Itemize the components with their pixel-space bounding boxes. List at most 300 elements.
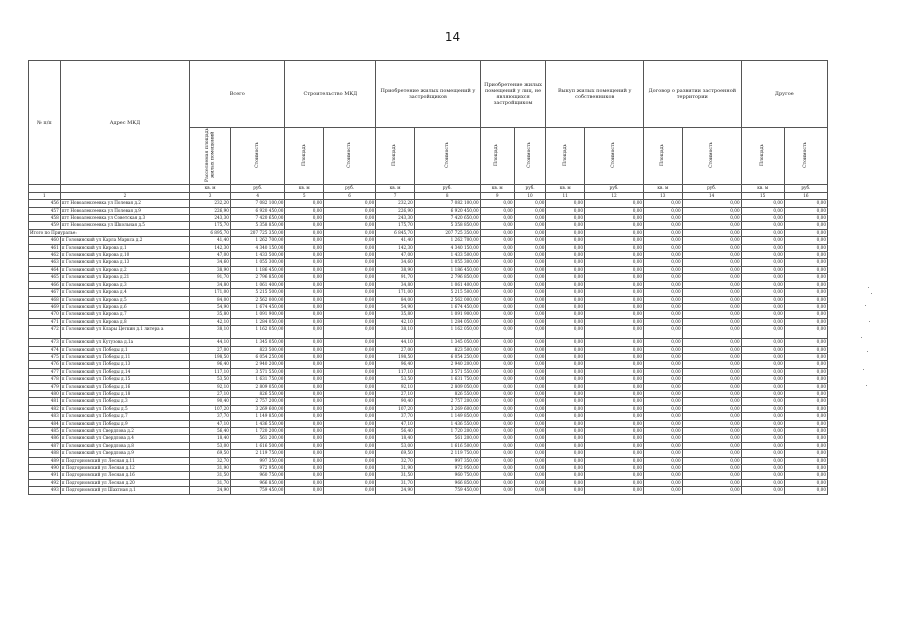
row-cost-other: 0,00 xyxy=(784,368,827,375)
row-area-development-contract: 0,00 xyxy=(644,237,683,244)
column-numbers-row xyxy=(29,192,828,199)
row-area-other: 0,00 xyxy=(741,413,784,420)
row-cost-construction: 0,00 xyxy=(324,200,376,207)
row-area-development-contract: 0,00 xyxy=(644,479,683,486)
subheader-area: Площадь xyxy=(644,128,683,185)
row-area-non-developers: 0,00 xyxy=(480,383,514,390)
row-cost-construction: 0,00 xyxy=(324,368,376,375)
row-area-non-developers: 0,00 xyxy=(480,428,514,435)
row-cost-construction: 0,00 xyxy=(324,487,376,494)
row-cost-non-developers: 0,00 xyxy=(514,244,546,251)
row-cost-buyout: 0,00 xyxy=(585,465,644,472)
row-cost-construction: 0,00 xyxy=(324,274,376,281)
row-address: п Головинский ул Кирова д.10 xyxy=(60,252,189,259)
row-cost-construction: 0,00 xyxy=(324,339,376,346)
row-number: 465 xyxy=(29,274,61,281)
table-row xyxy=(29,368,828,375)
row-cost-total: 2 757 200,00 xyxy=(230,398,284,405)
row-area-other: 0,00 xyxy=(741,376,784,383)
row-area-development-contract: 0,00 xyxy=(644,457,683,464)
row-cost-other: 0,00 xyxy=(784,413,827,420)
row-area-non-developers: 0,00 xyxy=(480,472,514,479)
row-cost-developers: 3 269 600,00 xyxy=(414,405,480,412)
row-area-non-developers: 0,00 xyxy=(480,207,514,214)
row-area-total: 34,80 xyxy=(190,281,231,288)
row-cost-buyout: 0,00 xyxy=(585,405,644,412)
row-area-non-developers: 0,00 xyxy=(480,215,514,222)
row-area-developers: 41,40 xyxy=(376,237,415,244)
row-address: пгт Новоалексеевка ул Школьная д.5 xyxy=(60,222,189,229)
row-address: п Подгорновский ул Лесная д.12 xyxy=(60,465,189,472)
row-area-other: 0,00 xyxy=(741,318,784,325)
row-area-development-contract: 0,00 xyxy=(644,222,683,229)
row-cost-developers: 1 433 500,00 xyxy=(414,252,480,259)
row-cost-development-contract: 0,00 xyxy=(682,405,741,412)
row-area-non-developers: 0,00 xyxy=(480,289,514,296)
row-number: 468 xyxy=(29,296,61,303)
row-cost-total: 759 450,00 xyxy=(230,487,284,494)
table-row xyxy=(29,398,828,405)
row-number: 490 xyxy=(29,465,61,472)
row-area-development-contract: 0,00 xyxy=(644,318,683,325)
row-cost-construction: 0,00 xyxy=(324,318,376,325)
table-row xyxy=(29,296,828,303)
header-group-total: Всего xyxy=(190,61,285,128)
row-number: 474 xyxy=(29,346,61,353)
row-cost-non-developers: 0,00 xyxy=(514,326,546,339)
total-label: Итого по Приуралье: xyxy=(29,229,190,236)
row-cost-development-contract: 0,00 xyxy=(682,479,741,486)
row-cost-total: 2 940 200,00 xyxy=(230,361,284,368)
row-area-construction: 0,00 xyxy=(285,346,324,353)
row-area-non-developers: 0,00 xyxy=(480,311,514,318)
row-area-total: 31,70 xyxy=(190,479,231,486)
row-cost-buyout: 0,00 xyxy=(585,266,644,273)
row-address: п Подгорновский ул Лесная д.20 xyxy=(60,479,189,486)
row-cost-buyout: 0,00 xyxy=(585,296,644,303)
row-cost-non-developers: 0,00 xyxy=(514,346,546,353)
row-number: 491 xyxy=(29,472,61,479)
row-area-other: 0,00 xyxy=(741,472,784,479)
row-area-buyout: 0,00 xyxy=(546,318,585,325)
row-number: 472 xyxy=(29,326,61,339)
row-area-buyout: 0,00 xyxy=(546,390,585,397)
row-cost-other: 0,00 xyxy=(784,479,827,486)
row-area-buyout: 0,00 xyxy=(546,353,585,360)
row-area-development-contract: 0,00 xyxy=(644,346,683,353)
row-cost-non-developers: 0,00 xyxy=(514,353,546,360)
row-cost-buyout: 0,00 xyxy=(585,259,644,266)
row-cost-other: 0,00 xyxy=(784,376,827,383)
row-cost-non-developers: 0,00 xyxy=(514,465,546,472)
table-row xyxy=(29,266,828,273)
unit-rub: руб. xyxy=(682,185,741,192)
row-area-development-contract: 0,00 xyxy=(644,420,683,427)
row-cost-construction: 0,00 xyxy=(324,472,376,479)
row-cost-development-contract: 0,00 xyxy=(682,398,741,405)
row-area-other: 0,00 xyxy=(741,428,784,435)
row-cost-construction: 0,00 xyxy=(324,237,376,244)
row-area-development-contract: 0,00 xyxy=(644,289,683,296)
row-area-construction: 0,00 xyxy=(285,405,324,412)
row-area-construction: 0,00 xyxy=(285,296,324,303)
row-cost-non-developers: 0,00 xyxy=(514,252,546,259)
row-area-developers: 47,10 xyxy=(376,420,415,427)
row-cost-non-developers: 0,00 xyxy=(514,405,546,412)
row-cost-development-contract: 0,00 xyxy=(682,303,741,310)
row-area-total: 53,00 xyxy=(190,442,231,449)
row-number: 457 xyxy=(29,207,61,214)
row-number: 461 xyxy=(29,244,61,251)
column-number: 3 xyxy=(190,192,231,199)
row-area-developers: 27,10 xyxy=(376,390,415,397)
row-cost-construction: 0,00 xyxy=(324,413,376,420)
row-area-other: 0,00 xyxy=(741,200,784,207)
row-area-total: 243,30 xyxy=(190,215,231,222)
row-cost-buyout: 0,00 xyxy=(585,457,644,464)
column-number: 8 xyxy=(414,192,480,199)
row-cost-other: 0,00 xyxy=(784,346,827,353)
row-address: п Головинский ул Кирова д.5 xyxy=(60,296,189,303)
row-cost-non-developers: 0,00 xyxy=(514,361,546,368)
row-cost-total: 1 674 450,00 xyxy=(230,303,284,310)
row-area-development-contract: 0,00 xyxy=(644,487,683,494)
row-cost-construction: 0,00 xyxy=(324,428,376,435)
row-area-developers: 32,70 xyxy=(376,457,415,464)
row-area-construction: 0,00 xyxy=(285,465,324,472)
row-cost-development-contract: 0,00 xyxy=(682,383,741,390)
row-cost-construction: 0,00 xyxy=(324,405,376,412)
row-area-development-contract: 0,00 xyxy=(644,442,683,449)
row-area-buyout: 0,00 xyxy=(546,420,585,427)
column-number: 14 xyxy=(682,192,741,199)
row-cost-buyout: 0,00 xyxy=(585,215,644,222)
row-area-non-developers: 0,00 xyxy=(480,222,514,229)
page-number: 14 xyxy=(444,30,461,44)
row-cost-non-developers: 0,00 xyxy=(514,390,546,397)
row-cost-total: 3 571 550,00 xyxy=(230,368,284,375)
row-address: п Головинский ул Победы д.11 xyxy=(60,353,189,360)
header-group-development-contract: Договор о развитии застроенной территории xyxy=(644,61,742,128)
row-cost-developers: 1 284 050,00 xyxy=(414,318,480,325)
row-cost-non-developers: 0,00 xyxy=(514,215,546,222)
table-row xyxy=(29,303,828,310)
row-area-developers: 31,50 xyxy=(376,472,415,479)
row-area-construction: 0,00 xyxy=(285,413,324,420)
row-area-development-contract: 0,00 xyxy=(644,376,683,383)
row-cost-buyout: 0,00 xyxy=(585,390,644,397)
row-area-buyout: 0,00 xyxy=(546,398,585,405)
row-cost-developers: 1 061 400,00 xyxy=(414,281,480,288)
row-address: п Головинский ул Кирова д.2 xyxy=(60,266,189,273)
row-cost-total: 1 186 450,00 xyxy=(230,266,284,273)
row-area-total: 47,00 xyxy=(190,252,231,259)
row-cost-construction: 0,00 xyxy=(324,215,376,222)
row-area-construction: 0,00 xyxy=(285,326,324,339)
row-cost-buyout: 0,00 xyxy=(585,274,644,281)
row-cost-construction: 0,00 xyxy=(324,420,376,427)
row-cost-non-developers: 0,00 xyxy=(514,296,546,303)
row-cost-developers: 1 162 050,00 xyxy=(414,326,480,339)
row-area-development-contract: 0,00 xyxy=(644,383,683,390)
row-cost-construction: 0,00 xyxy=(324,266,376,273)
row-area-total: 24,90 xyxy=(190,487,231,494)
row-cost-development-contract: 0,00 xyxy=(682,237,741,244)
subheader-area: Площадь xyxy=(546,128,585,185)
row-cost-non-developers: 0,00 xyxy=(514,457,546,464)
row-cost-total: 1 262 700,00 xyxy=(230,237,284,244)
column-number: 11 xyxy=(546,192,585,199)
table-row xyxy=(29,289,828,296)
row-cost-total: 4 340 150,00 xyxy=(230,244,284,251)
row-area-buyout: 0,00 xyxy=(546,244,585,251)
unit-sqm: кв. м xyxy=(480,185,514,192)
row-area-development-contract: 0,00 xyxy=(644,435,683,442)
row-cost-other: 0,00 xyxy=(784,229,827,236)
subheader-area: Площадь xyxy=(741,128,784,185)
row-cost-non-developers: 0,00 xyxy=(514,311,546,318)
row-number: 458 xyxy=(29,215,61,222)
row-number: 463 xyxy=(29,259,61,266)
row-cost-developers: 972 950,00 xyxy=(414,465,480,472)
unit-rub: руб. xyxy=(784,185,827,192)
row-area-other: 0,00 xyxy=(741,281,784,288)
row-cost-other: 0,00 xyxy=(784,435,827,442)
row-area-construction: 0,00 xyxy=(285,368,324,375)
row-cost-other: 0,00 xyxy=(784,487,827,494)
row-area-developers: 54,90 xyxy=(376,303,415,310)
row-cost-total: 5 358 850,00 xyxy=(230,222,284,229)
row-area-developers: 90,40 xyxy=(376,398,415,405)
row-area-development-contract: 0,00 xyxy=(644,274,683,281)
row-area-construction: 0,00 xyxy=(285,222,324,229)
row-cost-developers: 1 186 450,00 xyxy=(414,266,480,273)
row-address: п Головинский ул Клары Цеткин д.1 литера а xyxy=(60,326,189,339)
subheader-cost: Стоимость xyxy=(414,128,480,185)
column-number: 1 xyxy=(29,192,61,199)
row-cost-other: 0,00 xyxy=(784,353,827,360)
row-cost-construction: 0,00 xyxy=(324,303,376,310)
header-address: Адрес МКД xyxy=(60,61,189,185)
header-no: № п/п xyxy=(29,61,61,185)
row-area-developers: 117,10 xyxy=(376,368,415,375)
row-address: п Головинский ул Победы д.16 xyxy=(60,383,189,390)
table-row xyxy=(29,479,828,486)
row-area-development-contract: 0,00 xyxy=(644,465,683,472)
row-area-other: 0,00 xyxy=(741,326,784,339)
row-area-construction: 0,00 xyxy=(285,428,324,435)
row-cost-total: 207 725 350,00 xyxy=(230,229,284,236)
row-area-total: 142,30 xyxy=(190,244,231,251)
row-area-non-developers: 0,00 xyxy=(480,420,514,427)
row-area-developers: 53,50 xyxy=(376,376,415,383)
row-area-construction: 0,00 xyxy=(285,200,324,207)
row-cost-development-contract: 0,00 xyxy=(682,266,741,273)
header-group-buyout: Выкуп жилых помещений у собственников xyxy=(546,61,644,128)
unit-sqm: кв. м xyxy=(644,185,683,192)
row-area-non-developers: 0,00 xyxy=(480,303,514,310)
row-cost-construction: 0,00 xyxy=(324,442,376,449)
row-area-construction: 0,00 xyxy=(285,457,324,464)
row-area-developers: 24,90 xyxy=(376,487,415,494)
row-area-construction: 0,00 xyxy=(285,259,324,266)
row-cost-developers: 1 720 200,00 xyxy=(414,428,480,435)
row-area-other: 0,00 xyxy=(741,442,784,449)
row-cost-total: 997 350,00 xyxy=(230,457,284,464)
row-area-construction: 0,00 xyxy=(285,274,324,281)
row-cost-non-developers: 0,00 xyxy=(514,303,546,310)
row-area-other: 0,00 xyxy=(741,274,784,281)
row-cost-non-developers: 0,00 xyxy=(514,398,546,405)
row-area-development-contract: 0,00 xyxy=(644,252,683,259)
row-cost-other: 0,00 xyxy=(784,259,827,266)
row-area-non-developers: 0,00 xyxy=(480,353,514,360)
row-area-non-developers: 0,00 xyxy=(480,487,514,494)
row-area-developers: 34,80 xyxy=(376,281,415,288)
row-area-total: 18,40 xyxy=(190,435,231,442)
row-area-buyout: 0,00 xyxy=(546,266,585,273)
row-number: 492 xyxy=(29,479,61,486)
row-area-buyout: 0,00 xyxy=(546,259,585,266)
row-cost-construction: 0,00 xyxy=(324,244,376,251)
row-area-development-contract: 0,00 xyxy=(644,413,683,420)
row-area-non-developers: 0,00 xyxy=(480,281,514,288)
row-cost-total: 2 809 050,00 xyxy=(230,383,284,390)
row-cost-developers: 2 809 050,00 xyxy=(414,383,480,390)
row-area-buyout: 0,00 xyxy=(546,252,585,259)
row-address: п Головинский ул Победы д.18 xyxy=(60,390,189,397)
table-row xyxy=(29,413,828,420)
row-cost-buyout: 0,00 xyxy=(585,420,644,427)
row-area-construction: 0,00 xyxy=(285,318,324,325)
row-area-development-contract: 0,00 xyxy=(644,472,683,479)
row-cost-buyout: 0,00 xyxy=(585,368,644,375)
row-cost-development-contract: 0,00 xyxy=(682,428,741,435)
row-area-other: 0,00 xyxy=(741,207,784,214)
row-cost-construction: 0,00 xyxy=(324,346,376,353)
row-area-non-developers: 0,00 xyxy=(480,457,514,464)
row-area-developers: 171,00 xyxy=(376,289,415,296)
row-cost-total: 2 119 750,00 xyxy=(230,450,284,457)
row-area-development-contract: 0,00 xyxy=(644,215,683,222)
row-area-total: 42,10 xyxy=(190,318,231,325)
row-area-other: 0,00 xyxy=(741,339,784,346)
row-cost-construction: 0,00 xyxy=(324,229,376,236)
unit-sqm: кв. м xyxy=(546,185,585,192)
row-number: 456 xyxy=(29,200,61,207)
row-cost-total: 2 562 000,00 xyxy=(230,296,284,303)
row-area-buyout: 0,00 xyxy=(546,200,585,207)
row-cost-development-contract: 0,00 xyxy=(682,215,741,222)
row-area-construction: 0,00 xyxy=(285,398,324,405)
row-cost-construction: 0,00 xyxy=(324,311,376,318)
row-area-total: 56,40 xyxy=(190,428,231,435)
row-area-other: 0,00 xyxy=(741,420,784,427)
row-cost-other: 0,00 xyxy=(784,457,827,464)
row-cost-other: 0,00 xyxy=(784,311,827,318)
row-area-construction: 0,00 xyxy=(285,339,324,346)
row-number: 477 xyxy=(29,368,61,375)
row-cost-development-contract: 0,00 xyxy=(682,281,741,288)
row-cost-development-contract: 0,00 xyxy=(682,390,741,397)
row-area-other: 0,00 xyxy=(741,479,784,486)
row-cost-buyout: 0,00 xyxy=(585,222,644,229)
column-number: 4 xyxy=(230,192,284,199)
row-cost-total: 1 284 050,00 xyxy=(230,318,284,325)
row-area-developers: 47,00 xyxy=(376,252,415,259)
row-area-buyout: 0,00 xyxy=(546,376,585,383)
row-area-total: 96,40 xyxy=(190,361,231,368)
subheader-cost: Стоимость xyxy=(324,128,376,185)
row-area-non-developers: 0,00 xyxy=(480,398,514,405)
row-number: 475 xyxy=(29,353,61,360)
row-cost-non-developers: 0,00 xyxy=(514,339,546,346)
row-cost-construction: 0,00 xyxy=(324,398,376,405)
row-area-construction: 0,00 xyxy=(285,244,324,251)
row-address: п Головинский ул Победы д.7 xyxy=(60,413,189,420)
table-row xyxy=(29,405,828,412)
row-address: п Головинский ул Победы д.15 xyxy=(60,376,189,383)
row-area-developers: 232,20 xyxy=(376,200,415,207)
row-cost-development-contract: 0,00 xyxy=(682,318,741,325)
table-row xyxy=(29,311,828,318)
row-area-other: 0,00 xyxy=(741,353,784,360)
row-area-development-contract: 0,00 xyxy=(644,266,683,273)
row-cost-non-developers: 0,00 xyxy=(514,237,546,244)
header-group-developers: Приобретение жилых помещений у застройщиков xyxy=(376,61,480,128)
row-address: пгт Новоалексеевка ул Советская д.3 xyxy=(60,215,189,222)
row-area-development-contract: 0,00 xyxy=(644,229,683,236)
row-area-development-contract: 0,00 xyxy=(644,398,683,405)
row-address: п Головинский ул Карла Маркса д.2 xyxy=(60,237,189,244)
row-cost-buyout: 0,00 xyxy=(585,244,644,251)
row-area-non-developers: 0,00 xyxy=(480,237,514,244)
row-area-other: 0,00 xyxy=(741,457,784,464)
row-cost-other: 0,00 xyxy=(784,472,827,479)
table-row xyxy=(29,383,828,390)
row-number: 488 xyxy=(29,450,61,457)
row-area-developers: 92,10 xyxy=(376,383,415,390)
row-area-developers: 84,00 xyxy=(376,296,415,303)
row-area-non-developers: 0,00 xyxy=(480,296,514,303)
row-area-other: 0,00 xyxy=(741,435,784,442)
row-cost-development-contract: 0,00 xyxy=(682,472,741,479)
row-area-other: 0,00 xyxy=(741,465,784,472)
row-cost-buyout: 0,00 xyxy=(585,450,644,457)
row-area-construction: 0,00 xyxy=(285,303,324,310)
row-cost-construction: 0,00 xyxy=(324,326,376,339)
row-area-other: 0,00 xyxy=(741,222,784,229)
row-area-buyout: 0,00 xyxy=(546,428,585,435)
row-cost-non-developers: 0,00 xyxy=(514,413,546,420)
row-address: п Головинский ул Победы д.14 xyxy=(60,368,189,375)
row-cost-non-developers: 0,00 xyxy=(514,376,546,383)
row-number: 460 xyxy=(29,237,61,244)
subheader-area: Площадь xyxy=(285,128,324,185)
row-area-construction: 0,00 xyxy=(285,289,324,296)
row-area-non-developers: 0,00 xyxy=(480,252,514,259)
row-area-development-contract: 0,00 xyxy=(644,428,683,435)
row-area-total: 31,90 xyxy=(190,465,231,472)
row-cost-other: 0,00 xyxy=(784,289,827,296)
unit-sqm: кв. м xyxy=(741,185,784,192)
row-number: 481 xyxy=(29,398,61,405)
row-cost-total: 3 269 600,00 xyxy=(230,405,284,412)
row-cost-buyout: 0,00 xyxy=(585,289,644,296)
row-cost-total: 7 420 650,00 xyxy=(230,215,284,222)
total-row xyxy=(29,229,828,236)
row-area-other: 0,00 xyxy=(741,215,784,222)
